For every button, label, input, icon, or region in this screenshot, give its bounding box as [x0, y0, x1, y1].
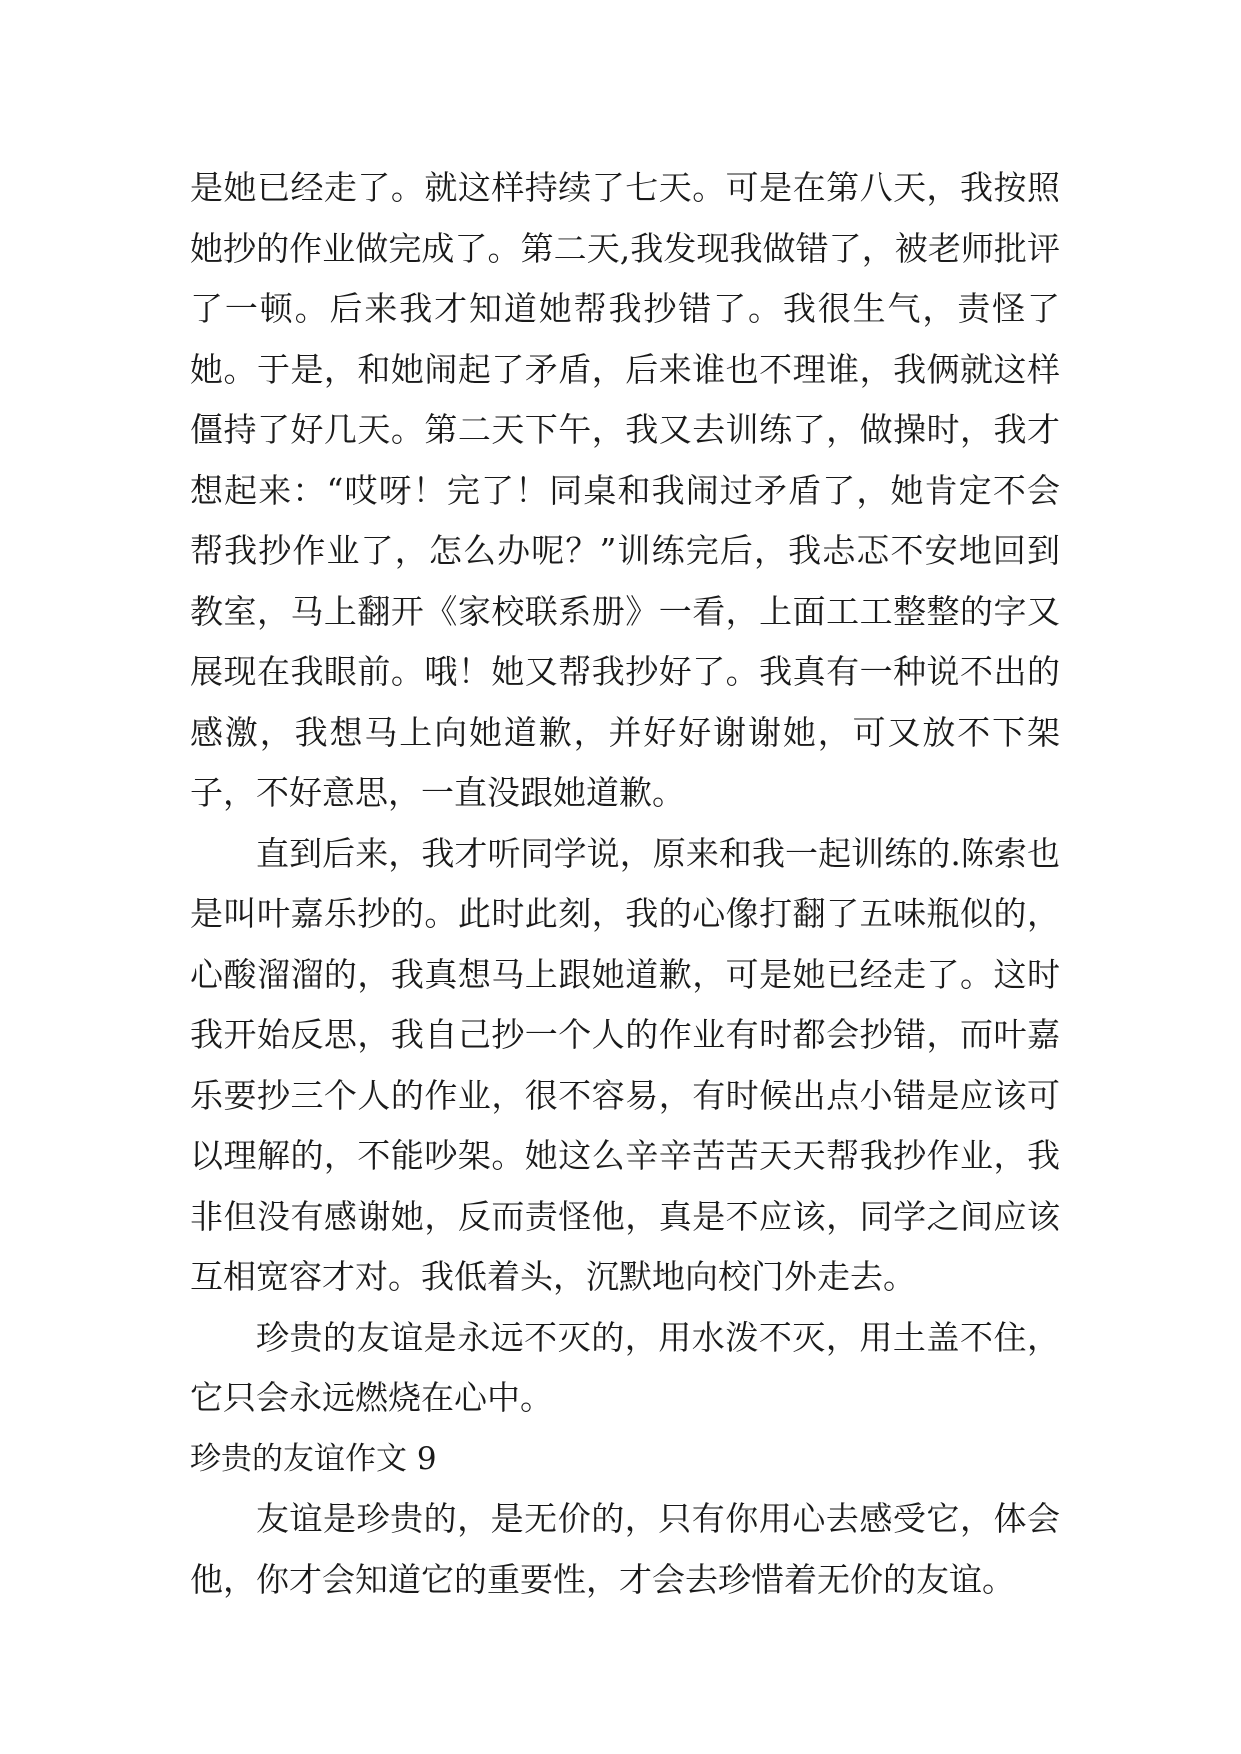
paragraph-4: 友谊是珍贵的，是无价的，只有你用心去感受它，体会他，你才会知道它的重要性，才会去珍惜着无价的友谊。 — [190, 1499, 1060, 1599]
paragraph-3: 珍贵的友谊是永远不灭的，用水泼不灭，用土盖不住，它只会永远燃烧在心中。 — [190, 1317, 1060, 1417]
essay-body — [190, 158, 1060, 1610]
paragraph-1: 是她已经走了。就这样持续了七天。可是在第八天，我按照她抄的作业做完成了。第二天,我发现我做错了，被老师批评了一顿。后来我才知道她帮我抄错了。我很生气，责怪了她。于是，和她闹起了矛盾，后来谁也不理谁，我俩就这样僵持了好几天。第二天下午，我又去训练了，做操时，我才想起来：“哎呀！完了！同桌和我闹过矛盾了，她肯定不会帮我抄作业了，怎么办呢？”训练完后，我忐忑不安地回到教室，马上翻开《家校联系册》一看，上面工工整整的字又展现在我眼前。哦！她又帮我抄好了。我真有一种说不出的感激，我想马上向她道歉，并好好谢谢她，可又放不下架子，不好意思，一直没跟她道歉。 — [190, 168, 1060, 812]
paragraph-2: 直到后来，我才听同学说，原来和我一起训练的.陈索也是叫叶嘉乐抄的。此时此刻，我的心像打翻了五味瓶似的，心酸溜溜的，我真想马上跟她道歉，可是她已经走了。这时我开始反思，我自己抄一个人的作业有时都会抄错，而叶嘉乐要抄三个人的作业，很不容易，有时候出点小错是应该可以理解的，不能吵架。她这么辛辛苦苦天天帮我抄作业，我非但没有感谢她，反而责怪他，真是不应该，同学之间应该互相宽容才对。我低着头，沉默地向校门外走去。 — [190, 833, 1060, 1296]
essay-heading: 珍贵的友谊作文 9 — [190, 1440, 437, 1477]
